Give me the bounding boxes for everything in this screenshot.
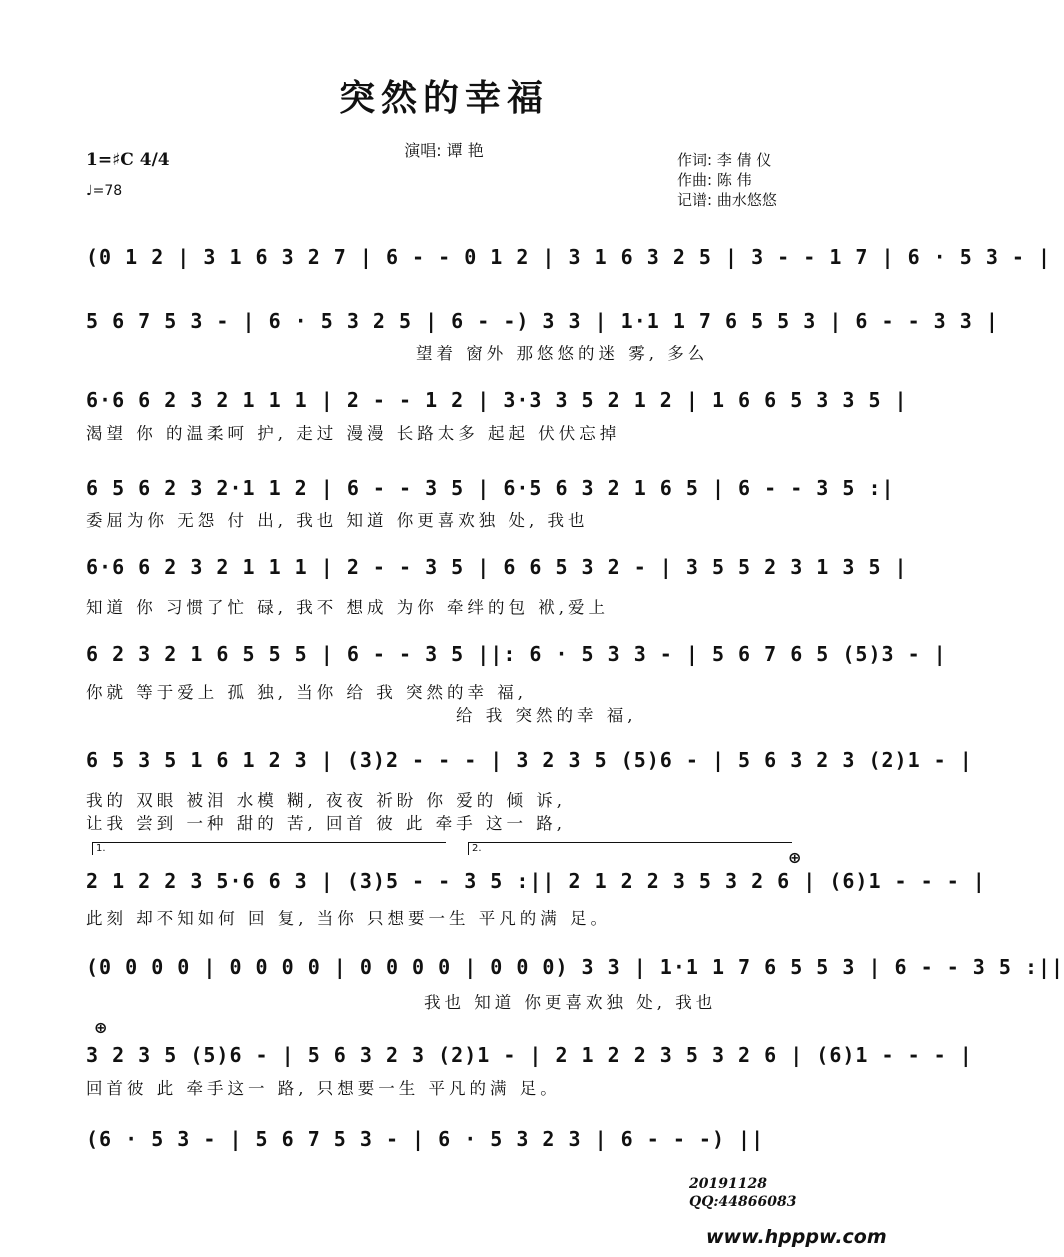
transcription-date: 20191128	[689, 1176, 767, 1192]
volta-first-ending: 1.	[92, 842, 446, 855]
score-row-3: 6·6 6 2 3 2 1 1 1 | 2 - - 1 2 | 3·3 3 5 2 1 2 | 1 6 6 5 3 3 5 |	[86, 388, 908, 412]
score-row-8: 2 1 2 2 3 5·6 6 3 | (3)5 - - 3 5 :|| 2 1 2 2 3 5 3 2 6 | (6)1 - - - |	[86, 869, 986, 893]
key-signature: 1=♯C 4/4	[86, 150, 170, 170]
lyric-line-3: 委屈为你 无怨 付 出, 我也 知道 你更喜欢独 处, 我也	[86, 511, 589, 530]
lyricist-credit: 作词: 李 倩 仪	[677, 151, 772, 169]
composer-credit: 作曲: 陈 伟	[677, 171, 752, 189]
score-row-9: (0 0 0 0 | 0 0 0 0 | 0 0 0 0 | 0 0 0) 3 3 | 1·1 1 7 6 5 5 3 | 6 - - 3 5 :||	[86, 955, 1064, 979]
volta-second-ending: 2.	[468, 842, 792, 855]
lyric-line-1: 望着 窗外 那悠悠的迷 雾, 多么	[416, 344, 709, 363]
song-title: 突然的幸福	[338, 77, 549, 119]
lyric-line-2: 渴望 你 的温柔呵 护, 走过 漫漫 长路太多 起起 伏伏忘掉	[86, 424, 621, 443]
lyric-line-8: 我也 知道 你更喜欢独 处, 我也	[424, 993, 717, 1012]
qq-contact: QQ:44866083	[689, 1194, 797, 1210]
site-watermark: www.hpppw.com	[706, 1226, 887, 1248]
lyric-line-5: 你就 等于爱上 孤 独, 当你 给 我 突然的幸 福,	[86, 683, 527, 702]
credits-block	[677, 150, 777, 210]
score-row-1: (0 1 2 | 3 1 6 3 2 7 | 6 - - 0 1 2 | 3 1 6 3 2 5 | 3 - - 1 7 | 6 · 5 3 - |	[86, 245, 1052, 269]
lyric-line-5b: 给 我 突然的幸 福,	[456, 706, 637, 725]
coda-sign: ⊕	[788, 848, 802, 867]
lyric-line-6: 我的 双眼 被泪 水模 糊, 夜夜 祈盼 你 爱的 倾 诉,	[86, 791, 566, 810]
score-row-5: 6·6 6 2 3 2 1 1 1 | 2 - - 3 5 | 6 6 5 3 2 - | 3 5 5 2 3 1 3 5 |	[86, 555, 908, 579]
lyric-line-4: 知道 你 习惯了忙 碌, 我不 想成 为你 牵绊的包 袱,爱上	[86, 598, 609, 617]
singer-credit: 演唱: 谭 艳	[404, 141, 484, 160]
coda-sign-2: ⊕	[94, 1018, 108, 1037]
lyric-line-6b: 让我 尝到 一种 甜的 苦, 回首 彼 此 牵手 这一 路,	[86, 814, 566, 833]
transcriber-credit: 记谱: 曲水悠悠	[677, 191, 777, 209]
score-row-4: 6 5 6 2 3 2·1 1 2 | 6 - - 3 5 | 6·5 6 3 2 1 6 5 | 6 - - 3 5 :|	[86, 476, 895, 500]
lyric-line-9: 回首彼 此 牵手这一 路, 只想要一生 平凡的满 足。	[86, 1079, 561, 1098]
lyric-line-7: 此刻 却不知如何 回 复, 当你 只想要一生 平凡的满 足。	[86, 909, 611, 928]
score-row-11: (6 · 5 3 - | 5 6 7 5 3 - | 6 · 5 3 2 3 | 6 - - -) ||	[86, 1127, 765, 1151]
score-row-10: 3 2 3 5 (5)6 - | 5 6 3 2 3 (2)1 - | 2 1 2 2 3 5 3 2 6 | (6)1 - - - |	[86, 1043, 973, 1067]
score-row-2: 5 6 7 5 3 - | 6 · 5 3 2 5 | 6 - -) 3 3 | 1·1 1 7 6 5 5 3 | 6 - - 3 3 |	[86, 309, 999, 333]
score-row-6: 6 2 3 2 1 6 5 5 5 | 6 - - 3 5 ||: 6 · 5 3 3 - | 5 6 7 6 5 (5)3 - |	[86, 642, 947, 666]
score-row-7: 6 5 3 5 1 6 1 2 3 | (3)2 - - - | 3 2 3 5 (5)6 - | 5 6 3 2 3 (2)1 - |	[86, 748, 973, 772]
tempo-marking: ♩=78	[86, 183, 123, 199]
